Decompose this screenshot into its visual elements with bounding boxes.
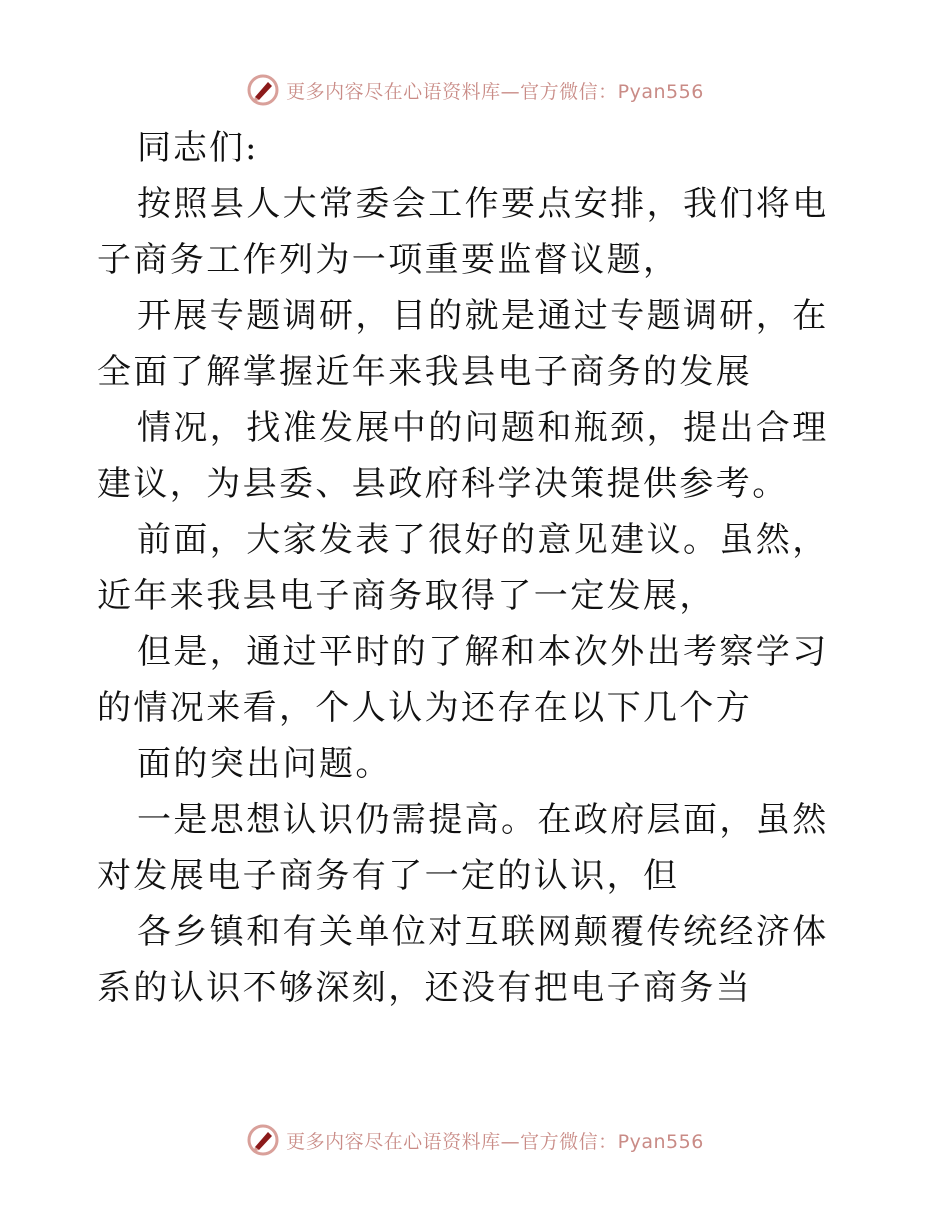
document-body [97,120,857,1016]
paragraph: 面的突出问题。 [137,744,392,784]
paragraph: 一是思想认识仍需提高。在政府层面，虽然对发展电子商务有了一定的认识，但 [97,800,829,896]
paragraph: 按照县人大常委会工作要点安排，我们将电子商务工作列为一项重要监督议题， [97,184,829,280]
paragraph: 但是，通过平时的了解和本次外出考察学习的情况来看，个人认为还存在以下几个方 [97,632,829,728]
header-watermark [0,70,950,110]
paragraph: 前面，大家发表了很好的意见建议。虽然，近年来我县电子商务取得了一定发展， [97,520,829,616]
paragraph-salutation: 同志们: [137,128,259,168]
watermark-text: 更多内容尽在心语资料库—官方微信：Pyan556 [286,1130,704,1153]
watermark-text: 更多内容尽在心语资料库—官方微信：Pyan556 [286,80,704,103]
paragraph: 开展专题调研，目的就是通过专题调研，在全面了解掌握近年来我县电子商务的发展 [97,296,829,392]
footer-watermark [0,1120,950,1160]
pen-logo-icon [246,73,280,107]
pen-logo-icon [246,1123,280,1157]
paragraph: 情况，找准发展中的问题和瓶颈，提出合理建议，为县委、县政府科学决策提供参考。 [97,408,829,504]
paragraph: 各乡镇和有关单位对互联网颠覆传统经济体系的认识不够深刻，还没有把电子商务当 [97,912,829,1008]
